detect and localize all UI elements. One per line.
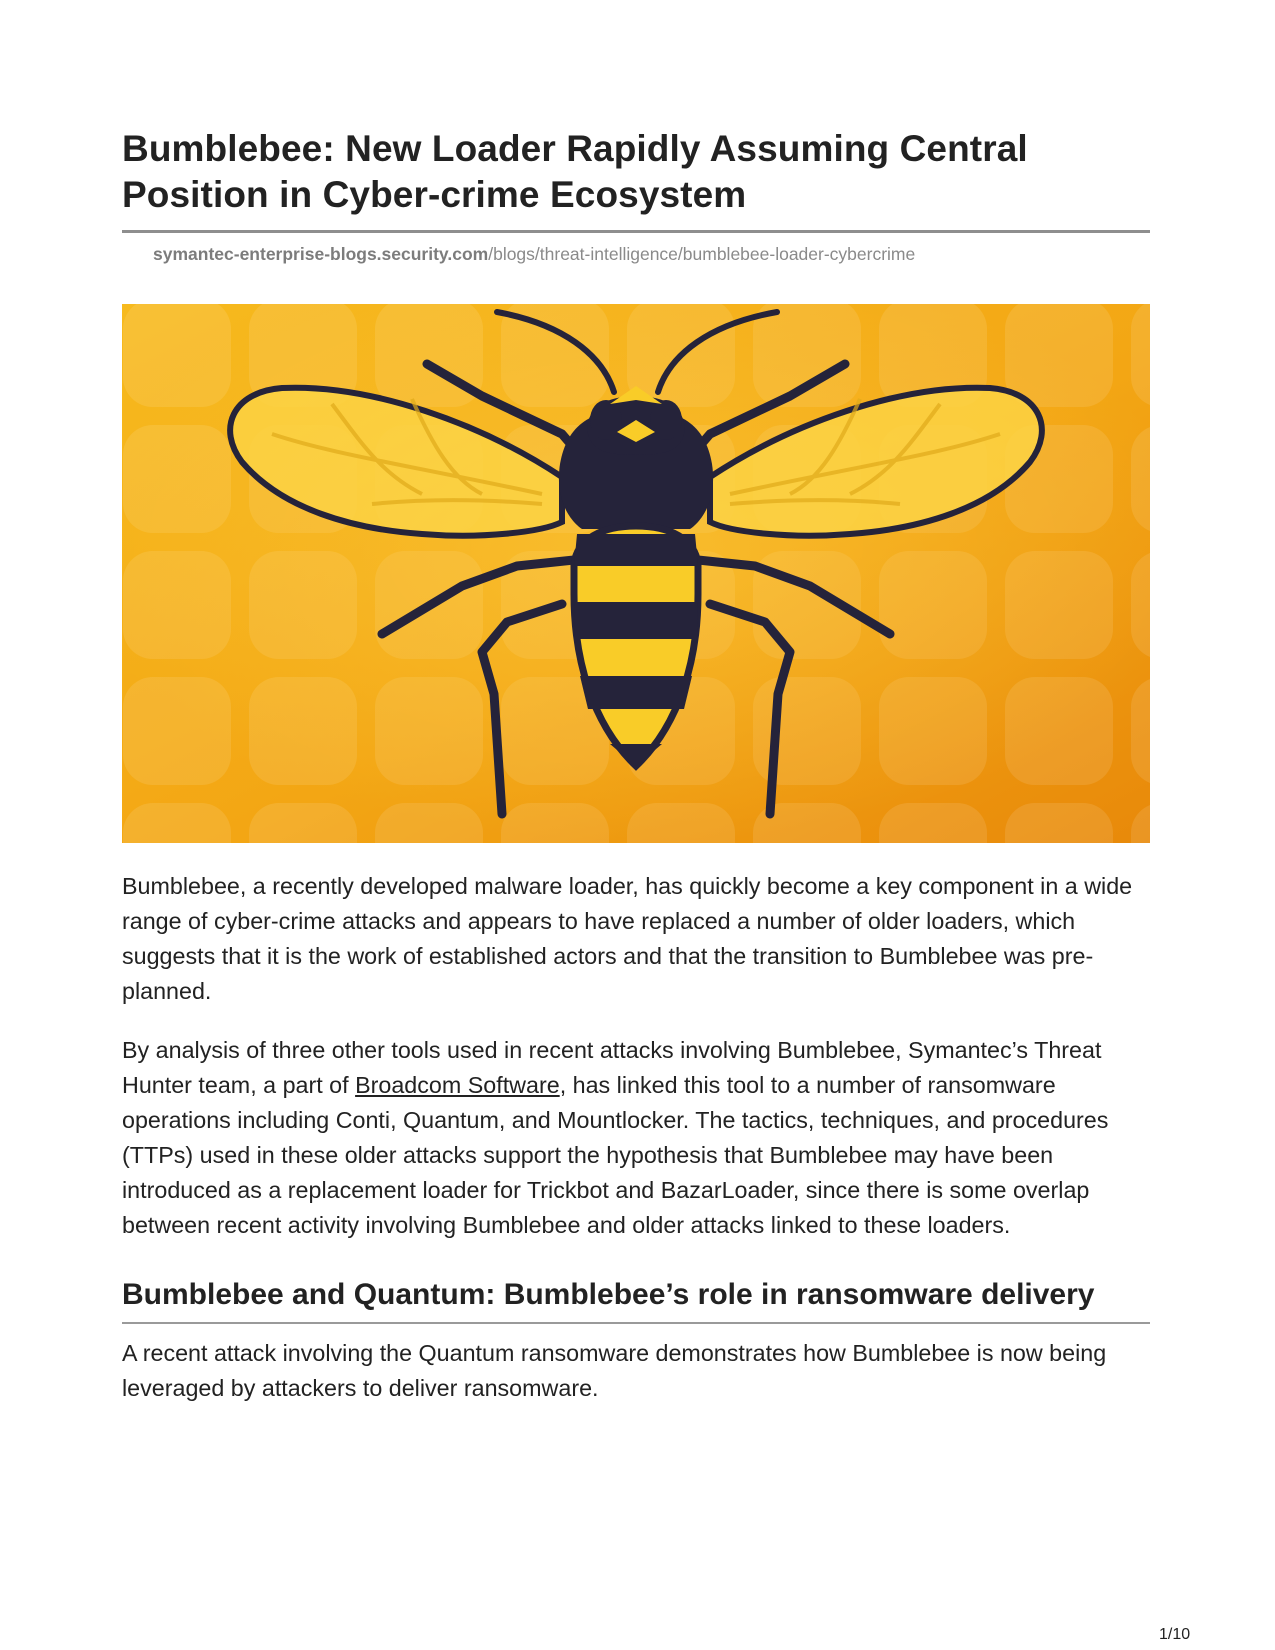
- title-divider: [122, 230, 1150, 233]
- hero-image-bumblebee: [122, 304, 1150, 843]
- article-title-line-1: Bumblebee: New Loader Rapidly Assuming Central: [122, 128, 1028, 169]
- source-domain: symantec-enterprise-blogs.security.com: [153, 244, 489, 264]
- section-heading: Bumblebee and Quantum: Bumblebee’s role in ransomware delivery: [122, 1278, 1095, 1311]
- analysis-text-start: By analysis of three other tools used in recent attacks involving Bumblebee, Symantec’s Threat Hunter team, a part of: [122, 1037, 1102, 1098]
- article-title-line-2: Position in Cyber-crime Ecosystem: [122, 174, 747, 215]
- analysis-text-end: , has linked this tool to a number of ransomware operations including Conti, Quantum, and Mountlocker. The tactics, techniques, and procedures (TTPs) used in these older attacks support the hypothesis that Bumblebee may have been introduced as a replacement loader for Trickbot and BazarLoader, since there is some overlap between recent activity involving Bumblebee and older attacks linked to these loaders.: [122, 1072, 1109, 1238]
- source-path: /blogs/threat-intelligence/bumblebee-loader-cybercrime: [488, 244, 916, 264]
- intro-paragraph: Bumblebee, a recently developed malware loader, has quickly become a key component in a wide range of cyber-crime attacks and appears to have replaced a number of older loaders, which suggests that it is the work of established actors and that the transition to Bumblebee was pre-planned.: [122, 873, 1133, 1004]
- broadcom-software-link[interactable]: Broadcom Software: [355, 1072, 560, 1098]
- article-title: [122, 126, 1150, 218]
- quantum-paragraph: A recent attack involving the Quantum ransomware demonstrates how Bumblebee is now being leveraged by attackers to deliver ransomware.: [122, 1340, 1107, 1401]
- source-url: [153, 243, 1150, 265]
- section-divider: [122, 1322, 1150, 1324]
- analysis-paragraph: [122, 1033, 1150, 1243]
- article: [122, 126, 1150, 1406]
- bumblebee-illustration: [122, 304, 1150, 843]
- page-number: 1/10: [1159, 1626, 1191, 1643]
